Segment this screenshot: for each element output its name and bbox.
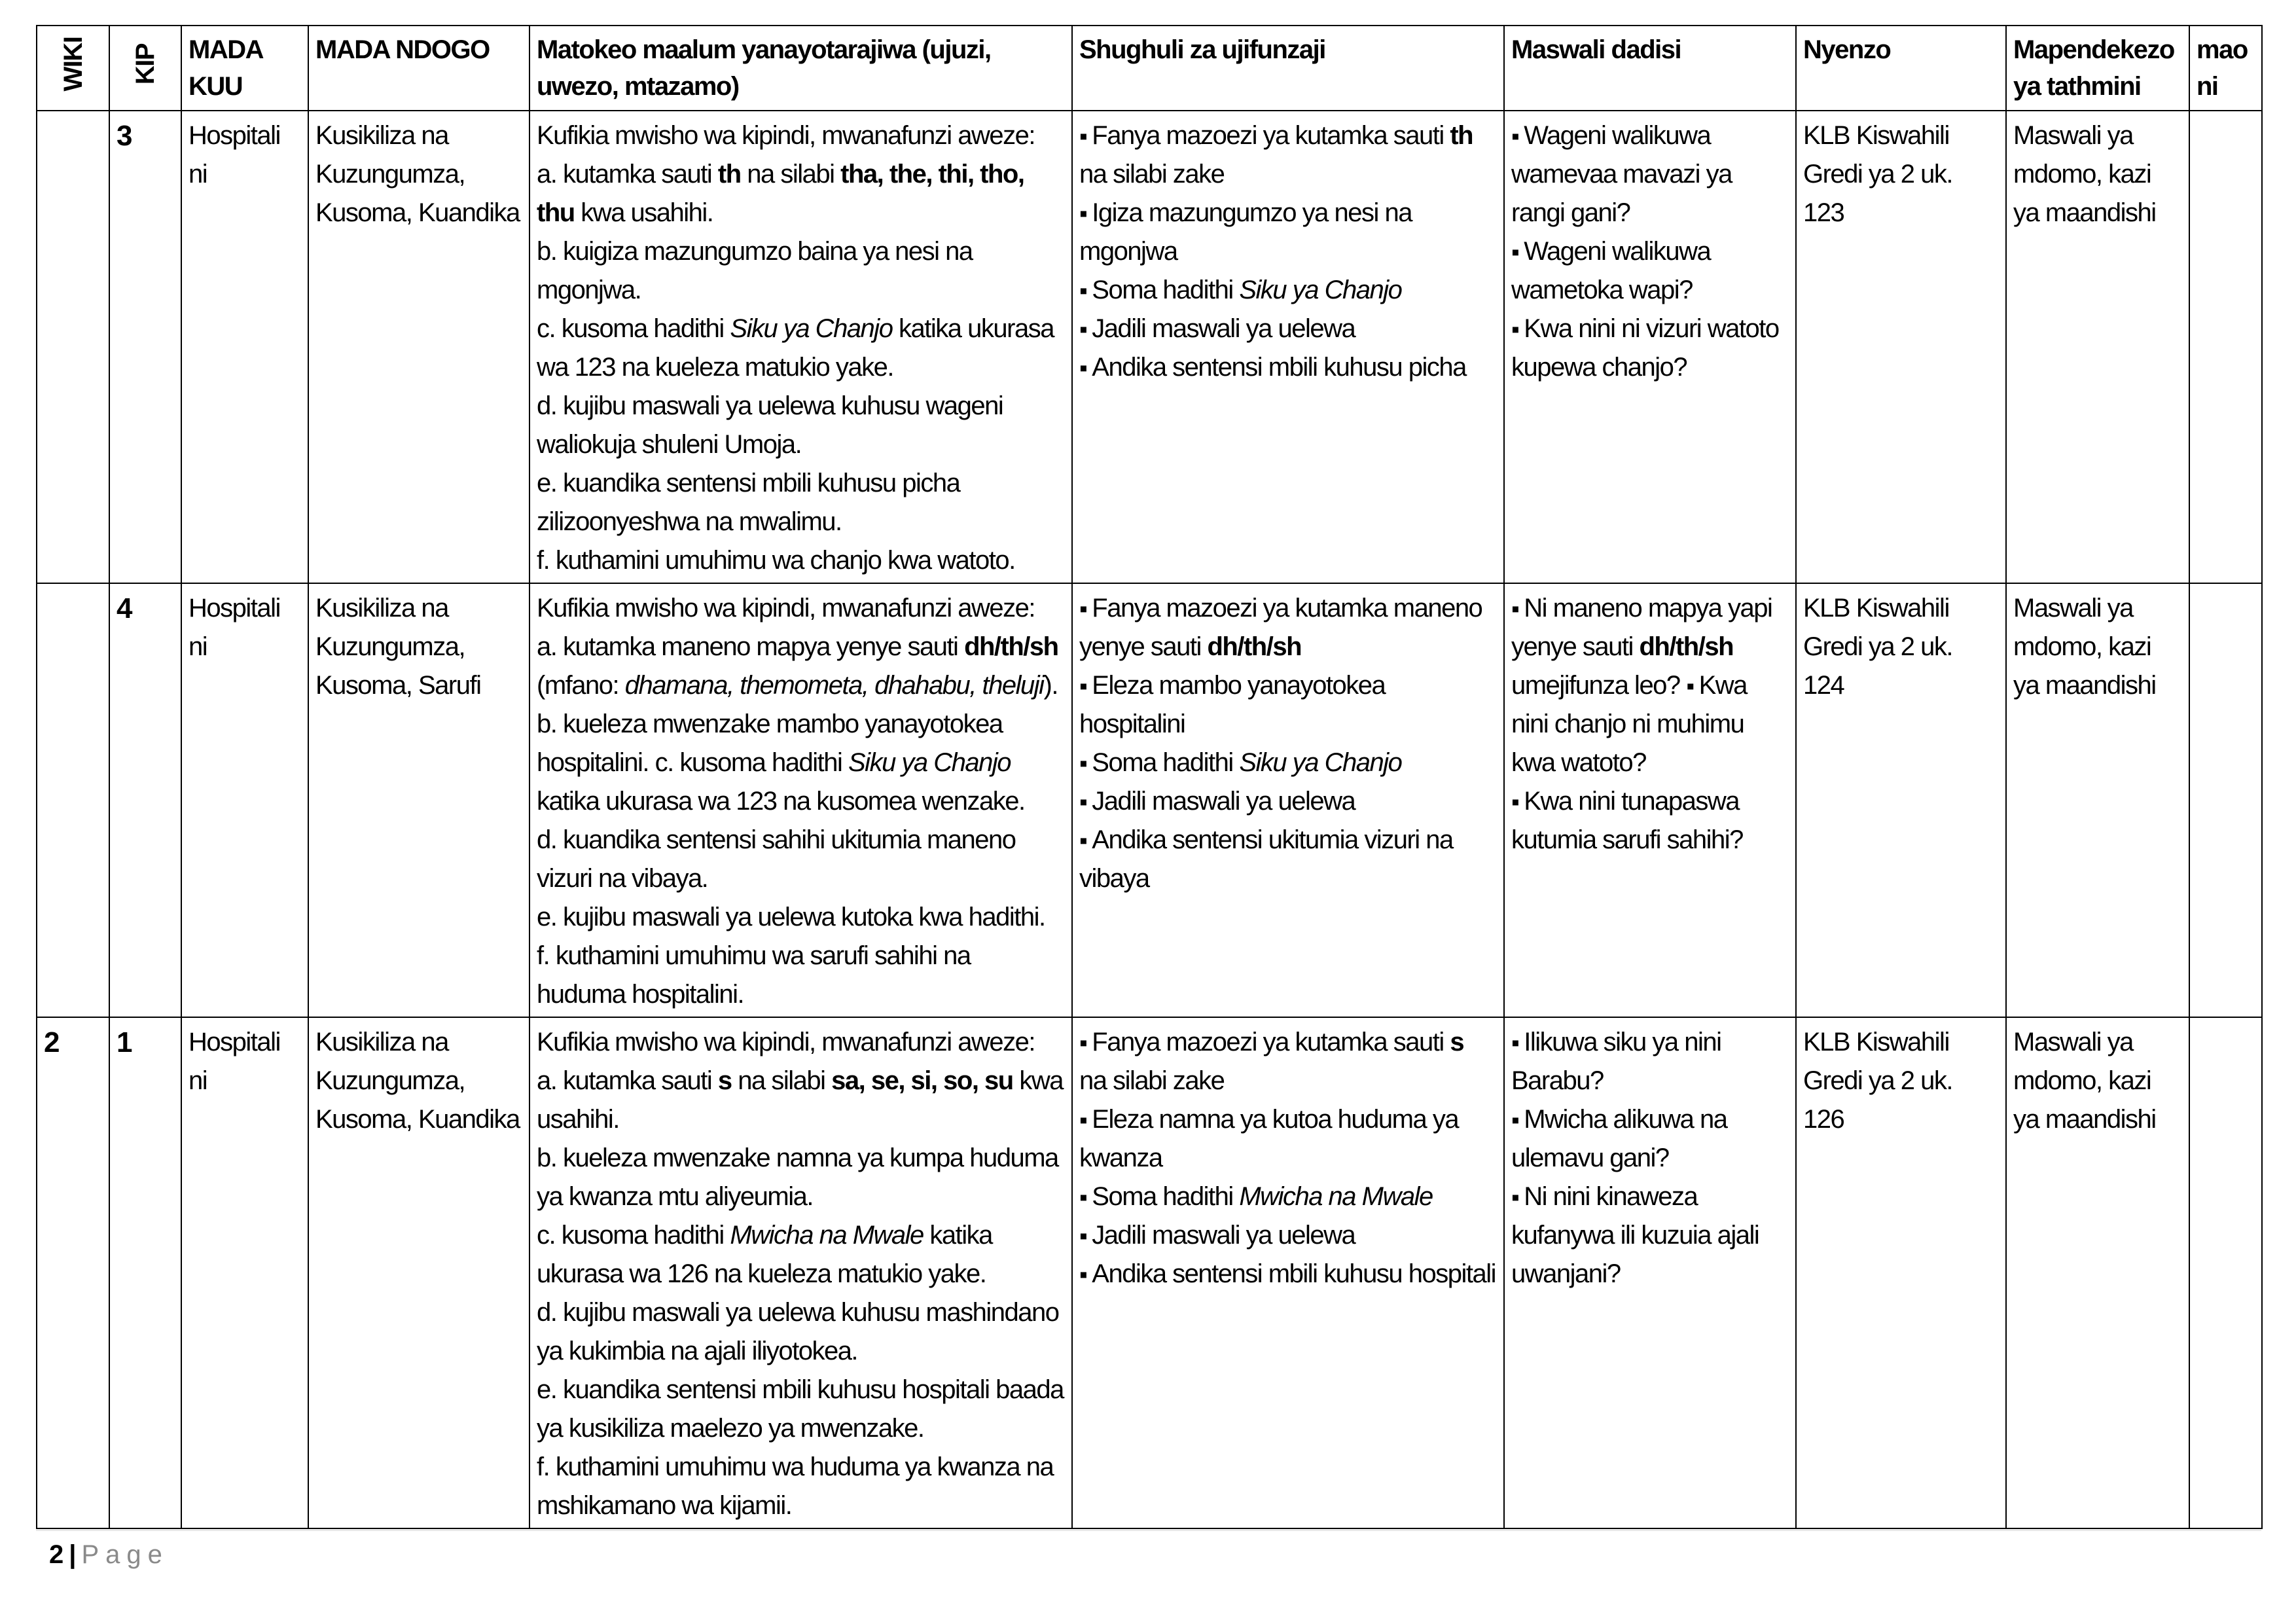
cell-wiki: [37, 583, 109, 1017]
header-shughuli: Shughuli za ujifunzaji: [1072, 26, 1504, 111]
cell-shughuli: ▪ Fanya mazoezi ya kutamka sauti s na silabi zake ▪ Eleza namna ya kutoa huduma ya kwanza ▪ Soma hadithi Mwicha na Mwale ▪ Jadili maswali ya uelewa ▪ Andika sentensi mbili kuhusu hospitali: [1072, 1017, 1504, 1528]
cell-kip: 1: [109, 1017, 181, 1528]
cell-shughuli: ▪ Fanya mazoezi ya kutamka sauti th na silabi zake ▪ Igiza mazungumzo ya nesi na mgonjwa ▪ Soma hadithi Siku ya Chanjo ▪ Jadili maswali ya uelewa ▪ Andika sentensi mbili kuhusu picha: [1072, 111, 1504, 583]
header-matokeo: Matokeo maalum yanayotarajiwa (ujuzi, uwezo, mtazamo): [529, 26, 1072, 111]
cell-wiki: 2: [37, 1017, 109, 1528]
table-row: [37, 583, 2262, 1017]
table-row: [37, 1017, 2262, 1528]
cell-matokeo: Kufikia mwisho wa kipindi, mwanafunzi aweze: a. kutamka sauti th na silabi tha, the, thi, tho, thu kwa usahihi. b. kuigiza mazungumzo baina ya nesi na mgonjwa. c. kusoma hadithi Siku ya Chanjo katika ukurasa wa 123 na kueleza matukio yake. d. kujibu maswali ya uelewa kuhusu wageni waliokuja shuleni Umoja. e. kuandika sentensi mbili kuhusu picha zilizoonyeshwa na mwalimu. f. kuthamini umuhimu wa chanjo kwa watoto.: [529, 111, 1072, 583]
table-row: [37, 111, 2262, 583]
cell-mapendekezo: Maswali ya mdomo, kazi ya maandishi: [2006, 1017, 2189, 1528]
header-kip: KIP: [109, 26, 181, 111]
cell-mapendekezo: Maswali ya mdomo, kazi ya maandishi: [2006, 111, 2189, 583]
cell-maoni: [2189, 583, 2262, 1017]
scheme-of-work-table: [36, 25, 2263, 1529]
header-maswali: Maswali dadisi: [1504, 26, 1796, 111]
cell-mada-kuu: Hospitali ni: [181, 583, 308, 1017]
cell-mapendekezo: Maswali ya mdomo, kazi ya maandishi: [2006, 583, 2189, 1017]
cell-maoni: [2189, 111, 2262, 583]
cell-wiki: [37, 111, 109, 583]
cell-shughuli: ▪ Fanya mazoezi ya kutamka maneno yenye sauti dh/th/sh ▪ Eleza mambo yanayotokea hospitalini ▪ Soma hadithi Siku ya Chanjo ▪ Jadili maswali ya uelewa ▪ Andika sentensi ukitumia vizuri na vibaya: [1072, 583, 1504, 1017]
header-mapendekezo: Mapendekezo ya tathmini: [2006, 26, 2189, 111]
header-mada-kuu: MADA KUU: [181, 26, 308, 111]
cell-matokeo: Kufikia mwisho wa kipindi, mwanafunzi aweze: a. kutamka sauti s na silabi sa, se, si, so, su kwa usahihi. b. kueleza mwenzake namna ya kumpa huduma ya kwanza mtu aliyeumia. c. kusoma hadithi Mwicha na Mwale katika ukurasa wa 126 na kueleza matukio yake. d. kujibu maswali ya uelewa kuhusu mashindano ya kukimbia na ajali iliyotokea. e. kuandika sentensi mbili kuhusu hospitali baada ya kusikiliza maelezo ya mwenzake. f. kuthamini umuhimu wa huduma ya kwanza na mshikamano wa kijamii.: [529, 1017, 1072, 1528]
cell-nyenzo: KLB Kiswahili Gredi ya 2 uk. 124: [1796, 583, 2006, 1017]
footer-divider: [36, 1530, 2261, 1531]
cell-maswali: ▪ Ni maneno mapya yapi yenye sauti dh/th/sh umejifunza leo? ▪ Kwa nini chanjo ni muhimu kwa watoto? ▪ Kwa nini tunapaswa kutumia sarufi sahihi?: [1504, 583, 1796, 1017]
header-maoni: mao ni: [2189, 26, 2262, 111]
cell-mada-kuu: Hospitali ni: [181, 111, 308, 583]
header-wiki: WIKI: [37, 26, 109, 111]
cell-nyenzo: KLB Kiswahili Gredi ya 2 uk. 123: [1796, 111, 2006, 583]
cell-mada-kuu: Hospitali ni: [181, 1017, 308, 1528]
cell-kip: 4: [109, 583, 181, 1017]
cell-mada-ndogo: Kusikiliza na Kuzungumza, Kusoma, Sarufi: [308, 583, 529, 1017]
footer-separator: |: [69, 1540, 77, 1569]
header-nyenzo: Nyenzo: [1796, 26, 2006, 111]
page-number: 2: [49, 1540, 64, 1569]
cell-kip: 3: [109, 111, 181, 583]
cell-mada-ndogo: Kusikiliza na Kuzungumza, Kusoma, Kuandika: [308, 111, 529, 583]
header-row: [37, 26, 2262, 111]
header-mada-ndogo: MADA NDOGO: [308, 26, 529, 111]
cell-mada-ndogo: Kusikiliza na Kuzungumza, Kusoma, Kuandika: [308, 1017, 529, 1528]
cell-nyenzo: KLB Kiswahili Gredi ya 2 uk. 126: [1796, 1017, 2006, 1528]
cell-maoni: [2189, 1017, 2262, 1528]
page-footer: [49, 1538, 169, 1571]
page-word: Page: [81, 1540, 169, 1569]
cell-matokeo: Kufikia mwisho wa kipindi, mwanafunzi aweze: a. kutamka maneno mapya yenye sauti dh/th/sh (mfano: dhamana, themometa, dhahabu, theluji). b. kueleza mwenzake mambo yanayotokea hospitalini. c. kusoma hadithi Siku ya Chanjo katika ukurasa wa 123 na kusomea wenzake. d. kuandika sentensi sahihi ukitumia maneno vizuri na vibaya. e. kujibu maswali ya uelewa kutoka kwa hadithi. f. kuthamini umuhimu wa sarufi sahihi na huduma hospitalini.: [529, 583, 1072, 1017]
cell-maswali: ▪ Ilikuwa siku ya nini Barabu? ▪ Mwicha alikuwa na ulemavu gani? ▪ Ni nini kinaweza kufanywa ili kuzuia ajali uwanjani?: [1504, 1017, 1796, 1528]
cell-maswali: ▪ Wageni walikuwa wamevaa mavazi ya rangi gani? ▪ Wageni walikuwa wametoka wapi? ▪ Kwa nini ni vizuri watoto kupewa chanjo?: [1504, 111, 1796, 583]
